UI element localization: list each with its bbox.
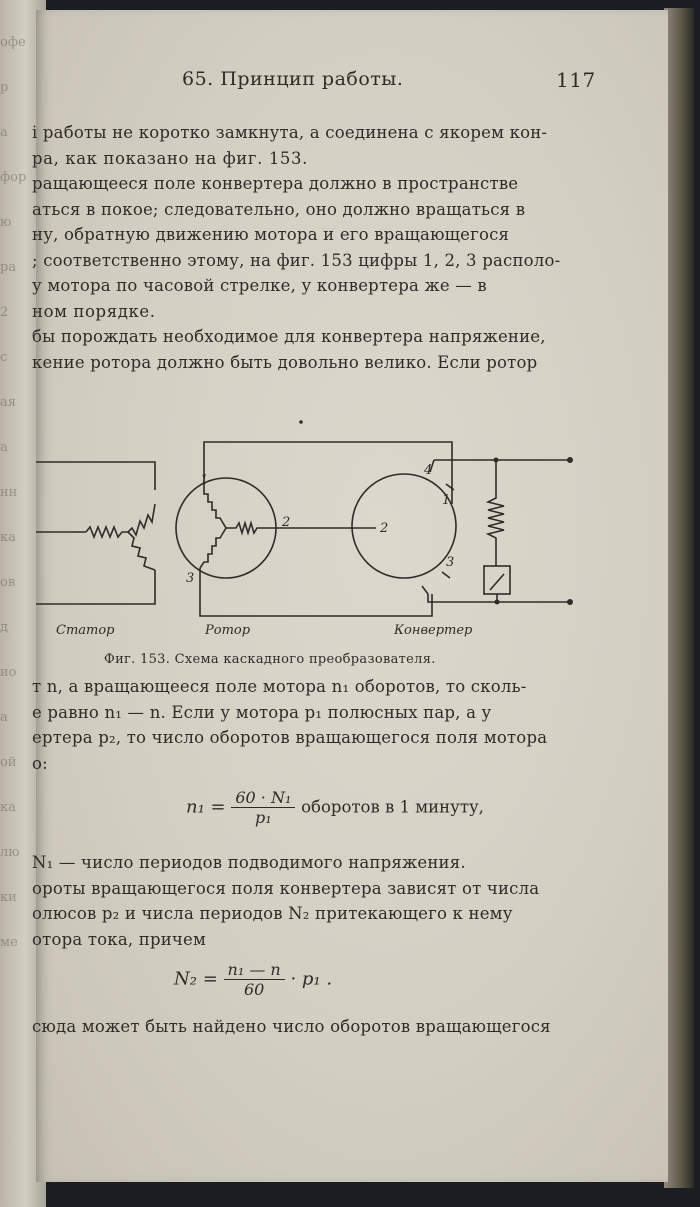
text-line: сюда может быть найдено число оборотов вращающегося xyxy=(32,1017,551,1036)
converter-label: Конвертер xyxy=(394,623,473,638)
text-line: ертера p₂, то число оборотов вращающегося поля мотора xyxy=(32,728,548,747)
figure-caption: Фиг. 153. Схема каскадного преобразователя. xyxy=(104,652,436,667)
stator-top-wire xyxy=(36,462,155,490)
formula1-denominator: p₁ xyxy=(255,808,272,827)
text-line: ороты вращающегося поля конвертера зависят от числа xyxy=(32,878,540,898)
converter-terminal-3: 3 xyxy=(446,555,455,570)
formula1-fraction xyxy=(231,788,295,827)
rotor-coil-1 xyxy=(204,486,226,528)
formula1-numerator: 60 · N₁ xyxy=(231,788,295,808)
brush-3 xyxy=(442,572,450,578)
formula2-fraction xyxy=(224,960,285,999)
frame-top-wire xyxy=(204,442,452,504)
adjacent-page-text: р xyxy=(0,80,9,95)
converter-circle xyxy=(352,474,456,578)
adjacent-page-text: ка xyxy=(0,800,16,815)
formula2-suffix: · p₁ . xyxy=(290,968,333,990)
stator-coil-horizontal xyxy=(86,527,128,537)
stator-coil-lower xyxy=(128,532,155,570)
rotor-coil-2 xyxy=(226,523,280,533)
junction-bottom xyxy=(495,600,500,605)
voltmeter-box xyxy=(484,566,510,594)
adjacent-page-text: ра xyxy=(0,260,17,275)
adjacent-page-text: ая xyxy=(0,395,16,410)
text-line: ном порядке. xyxy=(32,301,156,321)
converter-terminal-1: 1 xyxy=(442,493,451,508)
rotor-coil-3 xyxy=(200,528,226,568)
stator-bottom-wire xyxy=(36,570,155,604)
text-line: олюсов p₂ и числа периодов N₂ притекающего к нему xyxy=(32,904,513,923)
adjacent-page-text: лю xyxy=(0,845,20,860)
adjacent-page-text: а xyxy=(0,440,8,455)
running-header-title: 65. Принцип работы. xyxy=(182,68,404,90)
rotor-terminal-3: 3 xyxy=(186,571,195,586)
adjacent-page-text: а xyxy=(0,710,8,725)
formula1-suffix: оборотов в 1 минуту, xyxy=(301,797,484,817)
adjacent-page-text: ме xyxy=(0,935,18,950)
text-line: аться в покое; следовательно, оно должно вращаться в xyxy=(32,199,526,219)
stator-label: Статор xyxy=(56,623,115,638)
adjacent-page-text: д xyxy=(0,620,9,635)
formula-rotor-speed xyxy=(186,788,484,827)
rotor-terminal-2: 2 xyxy=(282,515,291,530)
circuit-diagram xyxy=(36,420,668,660)
terminal-bottom xyxy=(567,599,573,605)
formula2-denominator: 60 xyxy=(243,980,265,999)
stator-coil-upper xyxy=(128,504,155,535)
text-line: і работы не коротко замкнута, а соединена с якорем кон- xyxy=(32,123,548,142)
adjacent-page-text: с xyxy=(0,350,8,365)
adjacent-page-text: нн xyxy=(0,485,18,500)
adjacent-page-text: 2 xyxy=(0,305,9,320)
ink-dot xyxy=(299,420,303,424)
text-line: отора тока, причем xyxy=(32,929,207,949)
text-line: ра, как показано на фиг. 153. xyxy=(32,148,308,168)
brush-lower xyxy=(422,586,428,594)
junction-top xyxy=(494,458,499,463)
rotor-terminal-1: 1 xyxy=(200,473,209,488)
page-number: 117 xyxy=(556,68,596,92)
text-line: т n, а вращающееся поле мотора n₁ оборотов, то сколь- xyxy=(32,677,527,696)
formula-frequency xyxy=(174,960,332,999)
text-line: е равно n₁ — n. Если у мотора p₁ полюсных пар, а у xyxy=(32,702,492,722)
adjacent-page-text: ка xyxy=(0,530,16,545)
converter-terminal-2: 2 xyxy=(380,521,389,536)
adjacent-page-text: ой xyxy=(0,755,17,770)
adjacent-page-text: ио xyxy=(0,665,17,680)
formula2-lhs: N₂ = xyxy=(174,968,218,990)
text-line: ; соответственно этому, на фиг. 153 цифры 1, 2, 3 располо- xyxy=(32,250,561,270)
adjacent-page-text: ки xyxy=(0,890,17,905)
formula1-lhs: n₁ = xyxy=(186,796,226,818)
text-line: о: xyxy=(32,753,48,773)
text-line: бы порождать необходимое для конвертера напряжение, xyxy=(32,327,546,346)
terminal-top xyxy=(567,457,573,463)
text-line: ращающееся поле конвертера должно в пространстве xyxy=(32,174,519,193)
frame-bottom-wire xyxy=(200,568,432,616)
adjacent-page-text: ов xyxy=(0,575,16,590)
text-line: N₁ — число периодов подводимого напряжения. xyxy=(32,853,466,872)
rotor-label: Ротор xyxy=(205,623,251,638)
book-page-stack-edge xyxy=(664,8,694,1188)
adjacent-page-text: фор xyxy=(0,170,27,185)
transformer-coil xyxy=(488,460,504,566)
formula2-numerator: n₁ — n xyxy=(224,960,285,980)
adjacent-page-text: офе xyxy=(0,35,26,50)
adjacent-page-text: ю xyxy=(0,215,12,230)
text-line: ну, обратную движению мотора и его вращающегося xyxy=(32,225,510,244)
adjacent-page-text: а xyxy=(0,125,8,140)
voltmeter-needle xyxy=(490,574,504,590)
text-line: кение ротора должно быть довольно велико. Если ротор xyxy=(32,352,538,372)
text-line: у мотора по часовой стрелке, у конвертера же — в xyxy=(32,276,487,295)
book-page xyxy=(32,10,668,1182)
converter-terminal-4: 4 xyxy=(424,463,433,478)
